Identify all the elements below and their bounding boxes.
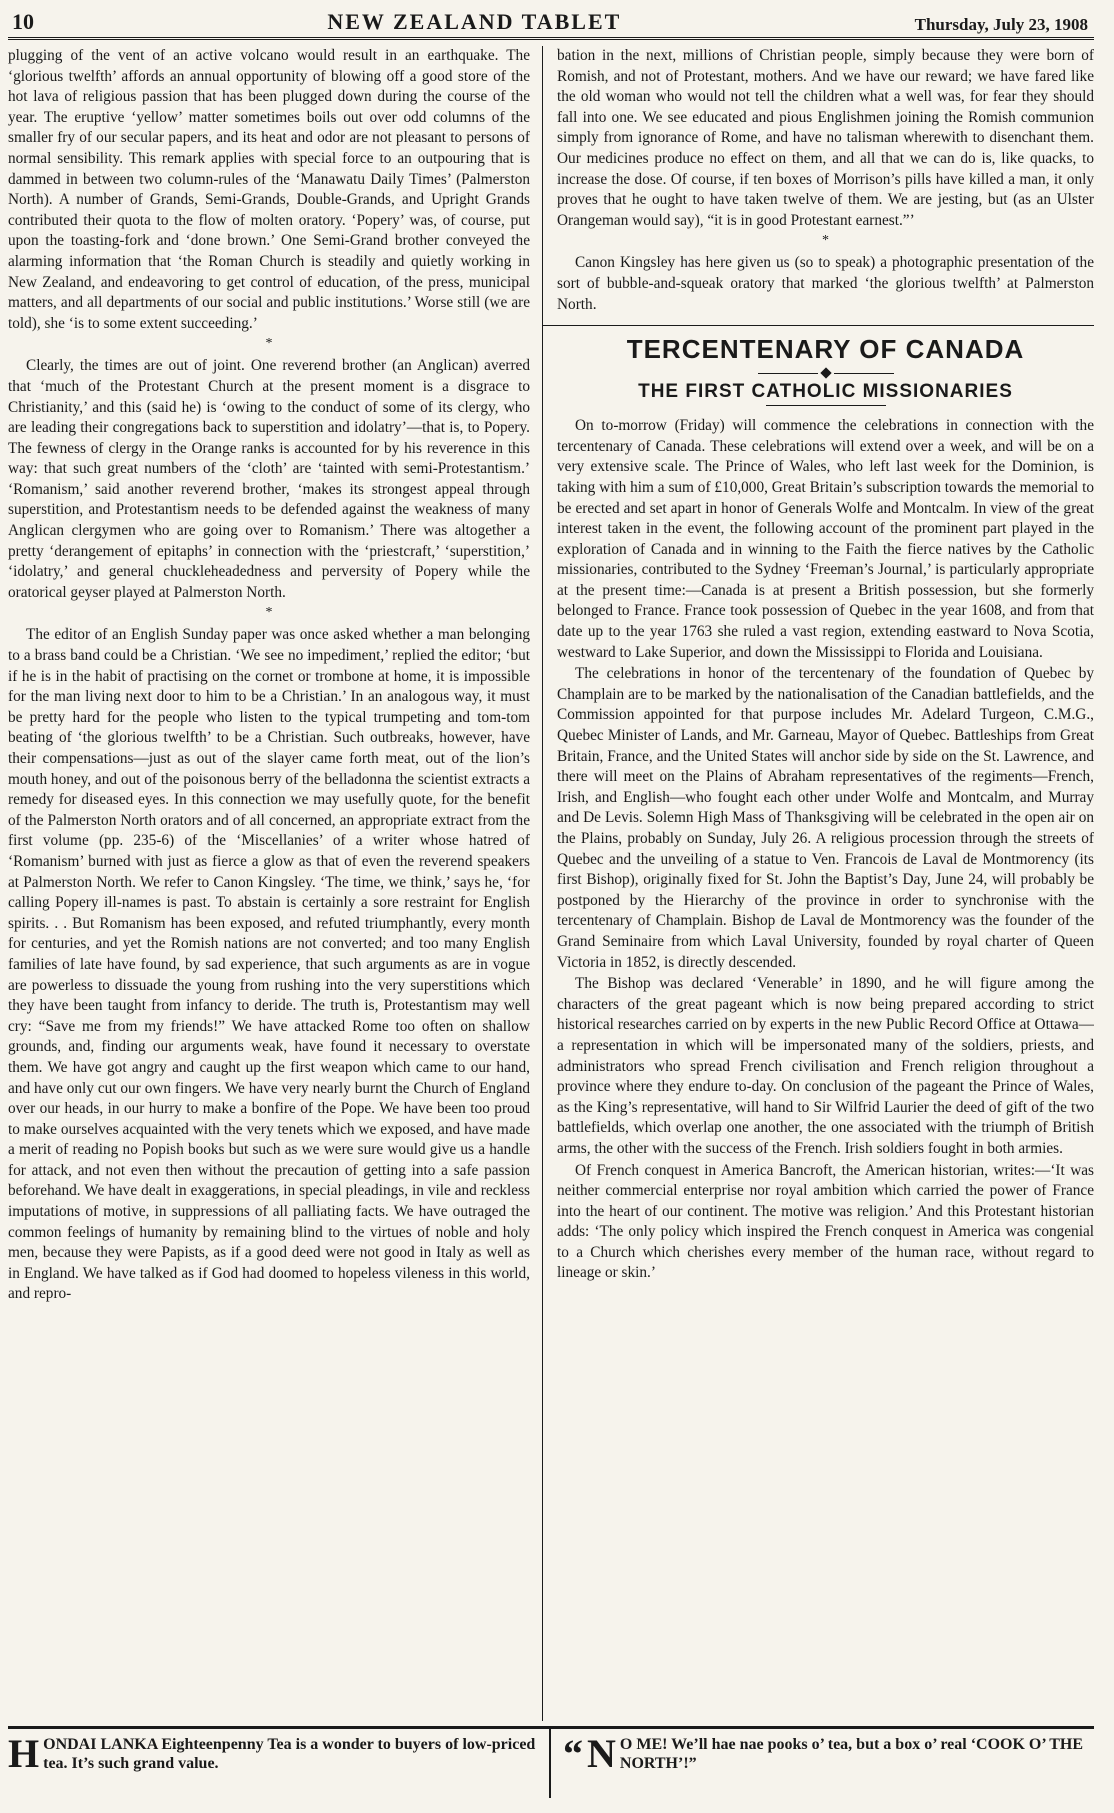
advertisement-strip [8,1726,1094,1798]
ad-drop-cap: N [587,1731,616,1776]
left-column [8,46,543,1721]
page-title: NEW ZEALAND TABLET [327,9,622,34]
left-paragraph-1: plugging of the vent of an active volcano would result in an earthquake. The ‘glorious twelfth’ affords an annual opportunity of blowing off a good store of the hot lava of religious passion that has been plugged down during the course of the year. The eruptive ‘yellow’ matter sometimes boils out over odd columns of the smaller fry of our secular papers, and its heat and odor are not pleasant to persons of normal sensibility. This remark applies with special force to an outpouring that is dammed in between two column-rules of the ‘Manawatu Daily Times’ (Palmerston North). A number of Grands, Semi-Grands, Double-Grands, and Upright Grands contributed their quota to the flow of molten oratory. ‘Popery’ was, of course, put upon the toasting-fork and ‘done brown.’ One Semi-Grand brother conveyed the alarming information that ‘the Roman Church is steadily and quietly working in New Zealand, and endeavoring to get control of education, of the press, municipal matters, and all departments of our social and public institutions.’ Worse still (we are told), she ‘is to some extent succeeding.’ [8,47,530,332]
article-paragraph-4: Of French conquest in America Bancroft, the American historian, writes:—‘It was neither commercial enterprise nor royal ambition which carried the power of France into the heart of our continent. The motive was religion.’ And this Protestant historian adds: ‘The only policy which inspired the French conquest in America was congenial to a Church which cherishes every member of the human race, without regard to lineage or skin.’ [557,1161,1094,1282]
ad-quote-mark: “ [563,1731,583,1776]
section-separator: * [265,336,273,352]
article-paragraph-3: The Bishop was declared ‘Venerable’ in 1890, and he will figure among the characters of the great pageant which is now being prepared according to strict historical researches carried on by experts in the new Public Record Office at Ottawa—a representation in which will be impersonated many of the soldiers, priests, and administrators who spread French civilisation and French religion throughout a province where they endure to-day. On conclusion of the pageant the Prince of Wales, as the King’s representative, will hand to Sir Wilfrid Laurier the deed of gift of the two battlefields, which overlap one another, the one associated with the triumph of British arms, the other with the success of the French. Irish soldiers fought in both armies. [557,975,1094,1157]
article-subheading: THE FIRST CATHOLIC MISSIONARIES [638,381,1013,403]
article-heading: TERCENTENARY OF CANADA [626,334,1025,365]
cook-o-the-north-ad [551,1729,1094,1798]
ad-drop-cap: H [8,1731,40,1776]
article-paragraph-1: On to-morrow (Friday) will commence the celebrations in connection with the tercentenary of Canada. These celebrations will extend over a week, and will be on a very extensive scale. The Prince of Wales, who left last week for the Dominion, is taking with him a sum of £10,000, Great Britain’s subscription towards the memorial to be erected and set apart in honor of Generals Wolfe and Montcalm. In view of the great interest taken in the event, the following account of the prominent part played in the exploration of Canada and in winning to the Faith the fierce natives by the Catholic missionaries, contributed to the Sydney ‘Freeman’s Journal,’ is particularly appropriate at the present time:—Canada is at present a British possession, but she formerly belonged to France. France took possession of Quebec in the year 1608, and from that date up to the year 1763 she ruled a vast region, extending eastward to Nova Scotia, westward to Lake Superior, and down the Mississippi to Florida and Louisiana. [557,417,1094,661]
subheading-rule [766,405,886,406]
heading-ornament [557,369,1094,377]
section-separator: * [265,605,273,621]
ornament-line [758,373,818,374]
article-columns [8,46,1094,1721]
ornament-diamond-icon [820,367,831,378]
hondai-lanka-ad [8,1729,551,1798]
right-continuation: bation in the next, millions of Christian people, simply because they were born of Romish, and not of Protestant, mothers. And we have our reward; we have fared like the old woman who would not tell the children what a well was, for fear they should fall into one. We see educated and pious Englishmen joining the Romish communion simply from ignorance of Rome, and have no talisman wherewith to disenchant them. Our medicines produce no effect on them, and all that we can do is, like quacks, to increase the dose. Of course, if ten boxes of Morrison’s pills have killed a man, it only proves that he ought to have taken twelve of them. We are jesting, but (as an Ulster Orangeman would say), “it is in good Protestant earnest.”’ [557,47,1094,229]
ornament-line [834,373,894,374]
section-separator: * [822,233,829,249]
section-rule [543,325,1094,326]
issue-date: Thursday, July 23, 1908 [914,15,1088,34]
right-column [543,46,1094,1721]
left-paragraph-2: Clearly, the times are out of joint. One reverend brother (an Anglican) averred that ‘much of the Protestant Church at the present moment is a disgrace to Christianity,’ and this (said he) is ‘owing to the conduct of some of its clergy, who are leading their congregations back to superstition and idolatry’—that is, to Popery. The fewness of clergy in the Orange ranks is accounted for by his reverence in this way: that such great numbers of the ‘cloth’ are ‘tainted with semi-Protestantism.’ ‘Romanism,’ said another reverend brother, ‘makes its strongest appeal through superstition, and Protestantism needs to be defended against the weakness of many Anglican clergymen who are going over to Romanism.’ There was altogether a pretty ‘derangement of epitaphs’ in connection with the ‘priestcraft,’ ‘superstition,’ ‘idolatry,’ and general chuckleheadedness and perversity of Popery while the oratorical geyser played at Palmerston North. [8,357,530,601]
ad-text: ONDAI LANKA Eighteenpenny Tea is a wonder to buyers of low-priced tea. It’s such grand value. [43,1736,536,1772]
masthead [8,6,1094,40]
kingsley-note: Canon Kingsley has here given us (so to speak) a photographic presentation of the sort of bubble-and-squeak oratory that marked ‘the glorious twelfth’ at Palmerston North. [557,254,1094,313]
page-number: 10 [12,9,34,34]
ad-text: O ME! We’ll hae nae pooks o’ tea, but a box o’ real ‘COOK O’ THE NORTH’!” [619,1736,1084,1772]
left-paragraph-3: The editor of an English Sunday paper was once asked whether a man belonging to a brass band could be a Christian. ‘We see no impediment,’ replied the editor; ‘but if he is in the habit of practising on the cornet or trombone at home, it is impossible for the man living next door to him to be a Christian.’ In an analogous way, it must be pretty hard for the people who listen to the typical trumpeting and tom-tom beating of ‘the glorious twelfth’ to be a Christian. Such outbreaks, however, have their compensations—just as out of the slayer came forth meat, out of the lion’s mouth honey, and out of the poisonous berry of the belladonna the scientist extracts a remedy for diseased eyes. In this connection we may usefully quote, for the benefit of the Palmerston North orators and of all concerned, an appropriate extract from the first volume (pp. 235-6) of the ‘Miscellanies’ of a writer whose hatred of ‘Romanism’ burned with just as fierce a glow as that of even the reverend speakers at Palmerston North. We refer to Canon Kingsley. ‘The time, we think,’ says he, ‘for calling Popery ill-names is past. To abstain is certainly a sore restraint for English spirits. . . But Romanism has been exposed, and refuted triumphantly, every month for centuries, and yet the Romish nations are not converted; and too many English families of late have found, by sad experience, that such arguments as are in vogue are powerless to dissuade the young from rushing into the very superstitions which they have been taught from infancy to deride. The truth is, Protestantism may well cry: “Save me from my friends!” We have attacked Rome too often on shallow grounds, and, finding our arguments weak, have found it necessary to overstate them. We have got angry and caught up the first weapon which came to our hand, and have only cut our own fingers. We have very nearly burnt the Church of England over our heads, in our hurry to make a bonfire of the Pope. We have been too proud to make ourselves acquainted with the very tenets which we exposed, and have made a merit of reading no Popish books but such as we were sure would give us a handle for attack, and not even then without the precaution of getting into a safe passion beforehand. We have dealt in exaggerations, in special pleadings, in vile and reckless imputations of motive, in suppressions of all palliating facts. We have outraged the common feelings of humanity by remaining blind to the virtues of noble and holy men, because they were Papists, as if a good deed were not good in Italy as well as in England. We have talked as if God had doomed to hopeless vileness in this world, and repro- [8,626,530,1303]
article-paragraph-2: The celebrations in honor of the tercentenary of the foundation of Quebec by Champlain are to be marked by the nationalisation of the Canadian battlefields, and the Commission appointed for that purpose includes Mr. Adelard Turgeon, C.M.G., Quebec Minister of Lands, and Mr. Garneau, Mayor of Quebec. Battleships from Great Britain, France, and the United States will anchor side by side on the St. Lawrence, and there will meet on the Plains of Abraham representatives of the regiments—French, Irish, and English—who fought each other under Wolfe and Montcalm, and Murray and De Levis. Solemn High Mass of Thanksgiving will be celebrated in the open air on the Plains, probably on Sunday, July 26. A religious procession through the streets of Quebec and the unveiling of a statue to Ven. Francois de Laval de Montmorency (its first Bishop), originally fixed for St. John the Baptist’s Day, June 24, will probably be postponed by the Hierarchy of the province in order to synchronise with the tercentenary of Champlain. Bishop de Laval de Montmorency was the founder of the Grand Seminaire from which Laval University, founded by royal charter of Queen Victoria in 1852, is directly descended. [557,665,1094,971]
